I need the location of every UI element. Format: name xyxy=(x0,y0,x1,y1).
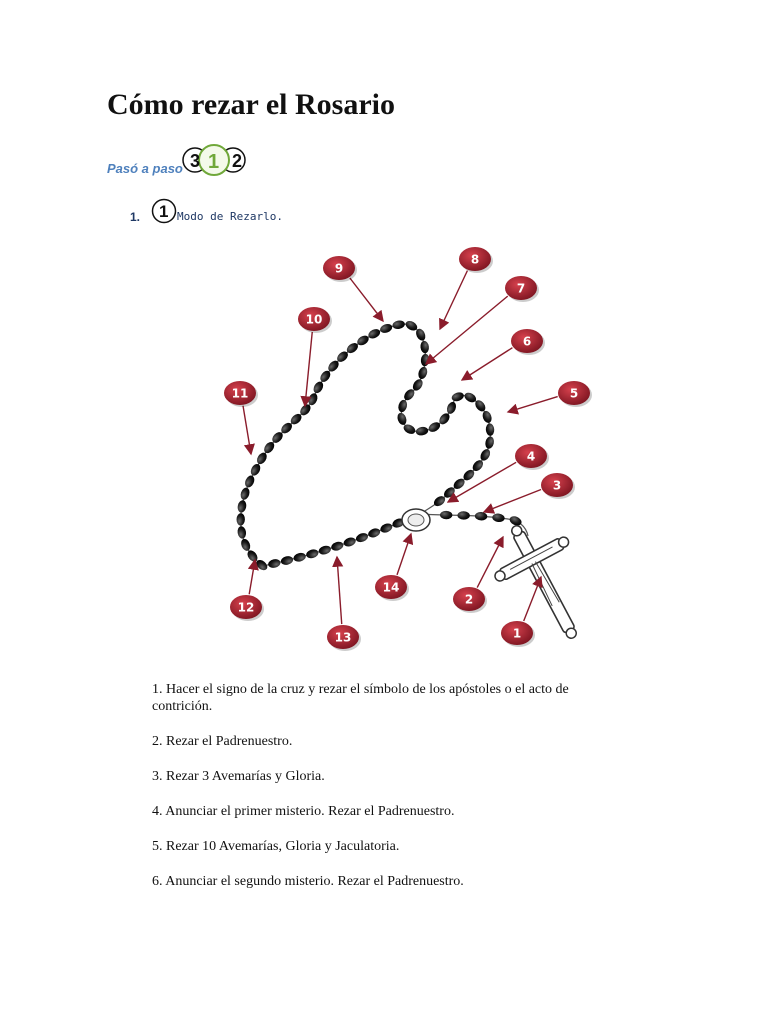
list-item-number: 1. xyxy=(130,210,141,224)
rosary-bead xyxy=(312,380,325,395)
number-one-circle-icon xyxy=(151,198,177,224)
callout-label xyxy=(505,276,539,302)
rosary-bead xyxy=(463,391,478,405)
callout-number: 11 xyxy=(231,386,249,401)
rosary-bead xyxy=(485,423,494,436)
rosary-bead xyxy=(379,522,394,534)
rosary-bead xyxy=(293,552,307,563)
callout-arrow xyxy=(397,534,411,575)
rosary-bead xyxy=(392,320,406,331)
rosary-bead xyxy=(420,340,430,353)
callout-number: 6 xyxy=(522,334,532,349)
rosary-bead xyxy=(237,526,247,540)
callout-arrow xyxy=(440,271,467,329)
callout-label xyxy=(323,256,357,282)
callout-label xyxy=(501,621,535,647)
rosary-medal-icon xyxy=(402,509,430,531)
callout-number: 2 xyxy=(464,592,474,607)
rosary-bead xyxy=(451,391,465,403)
rosary-bead xyxy=(267,558,281,569)
rosary-bead xyxy=(367,327,382,340)
callout-label xyxy=(327,625,361,651)
callout-number: 3 xyxy=(552,478,562,493)
callout-arrow xyxy=(426,296,508,364)
callout-label xyxy=(515,444,549,470)
rosary-bead xyxy=(475,512,488,521)
callout-label xyxy=(230,595,264,621)
callout-arrow xyxy=(350,278,383,321)
page-title: Cómo rezar el Rosario xyxy=(107,88,395,121)
callout-number: 10 xyxy=(305,312,323,327)
rosary-bead xyxy=(249,462,262,477)
steps-list xyxy=(152,681,622,908)
callout-arrow xyxy=(249,560,255,594)
callout-number: 14 xyxy=(382,580,400,595)
rosary-bead xyxy=(492,513,505,523)
rosary-bead xyxy=(239,486,251,500)
callout-number: 13 xyxy=(334,630,352,645)
callout-arrow xyxy=(484,490,541,512)
rosary-diagram xyxy=(208,244,604,664)
callout-arrow xyxy=(243,406,251,454)
rosary-bead xyxy=(479,447,492,462)
callout-arrow xyxy=(337,557,342,624)
rosary-bead xyxy=(367,527,382,539)
callout-number: 8 xyxy=(470,252,480,267)
list-item xyxy=(130,198,430,228)
callout-number: 5 xyxy=(569,386,579,401)
rosary-bead xyxy=(239,538,251,553)
rosary-bead xyxy=(330,540,344,552)
callout-label xyxy=(453,587,487,613)
rosary-bead xyxy=(318,544,332,556)
rosary-bead xyxy=(379,322,394,334)
callout-label xyxy=(541,473,575,499)
callout-number: 7 xyxy=(516,281,526,296)
rosary-bead xyxy=(355,532,370,544)
callout-label xyxy=(224,381,258,407)
rosary-bead xyxy=(457,511,470,520)
rosary-beads xyxy=(236,319,523,572)
callout-arrow xyxy=(462,348,512,380)
rosary-bead xyxy=(236,513,245,526)
rosary-bead xyxy=(342,536,356,548)
list-item-label: Modo de Rezarlo. xyxy=(177,210,283,223)
callout-number: 4 xyxy=(526,449,536,464)
rosary-bead xyxy=(305,548,319,559)
step-text: 4. Anunciar el primer misterio. Rezar el Padrenuestro. xyxy=(152,804,455,819)
badge-left: 3 xyxy=(190,151,201,171)
rosary-bead xyxy=(397,399,408,413)
callout-arrow xyxy=(524,577,541,621)
rosary-bead xyxy=(237,500,248,514)
rosary-bead xyxy=(445,401,457,416)
badge-center: 1 xyxy=(208,151,220,173)
callout-number: 12 xyxy=(237,600,255,615)
rosary-bead xyxy=(440,511,453,520)
callout-label xyxy=(459,247,493,273)
subtitle-row xyxy=(107,143,307,179)
rosary-bead xyxy=(415,426,429,436)
callout-label xyxy=(558,381,592,407)
step-text: 5. Rezar 10 Avemarías, Gloria y Jaculatoria. xyxy=(152,839,400,854)
rosary-bead xyxy=(417,366,429,380)
item-circle-digit: 1 xyxy=(159,202,169,221)
rosary-chain xyxy=(241,324,491,566)
step-badges-icon xyxy=(181,143,251,177)
rosary-bead xyxy=(243,474,256,489)
step-text: 1. Hacer el signo de la cruz y rezar el símbolo de los apóstoles o el acto de contrición. xyxy=(152,682,569,714)
subtitle: Pasó a paso xyxy=(107,161,183,176)
callout-label xyxy=(511,329,545,355)
rosary-bead xyxy=(307,392,319,407)
callout-number: 9 xyxy=(334,261,344,276)
diagram-labels xyxy=(224,247,592,651)
callout-label xyxy=(375,575,409,601)
rosary-bead xyxy=(280,555,294,566)
rosary-bead xyxy=(396,412,408,426)
crucifix-icon xyxy=(478,507,604,657)
step-text: 3. Rezar 3 Avemarías y Gloria. xyxy=(152,769,325,784)
rosary-bead xyxy=(420,353,430,366)
callout-label xyxy=(298,307,332,333)
rosary-bead xyxy=(255,451,269,466)
callout-number: 1 xyxy=(512,626,522,641)
step-text: 6. Anunciar el segundo misterio. Rezar el Padrenuestro. xyxy=(152,874,464,889)
callout-arrow xyxy=(508,397,558,412)
badge-right: 2 xyxy=(232,151,243,171)
rosary-bead xyxy=(481,410,493,425)
rosary-bead xyxy=(484,436,495,450)
step-text: 2. Rezar el Padrenuestro. xyxy=(152,734,293,749)
